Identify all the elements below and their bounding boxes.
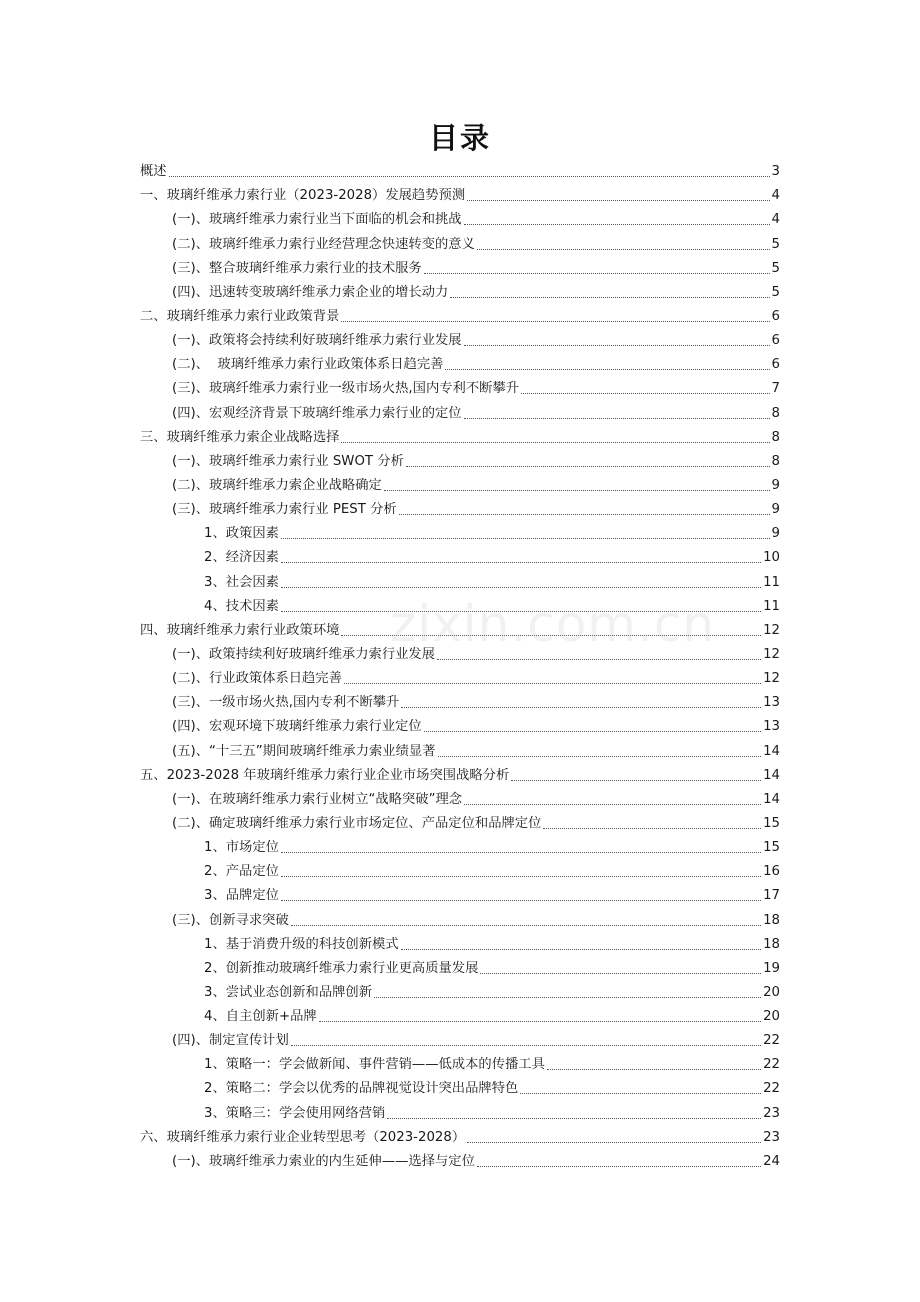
toc-entry[interactable]	[140, 834, 780, 858]
toc-leader-dots	[477, 249, 770, 250]
toc-entry-page-number: 15	[763, 840, 780, 856]
toc-leader-dots	[511, 780, 761, 781]
toc-leader-dots	[281, 587, 761, 588]
toc-leader-dots	[399, 514, 770, 515]
toc-entry-label: (二)、行业政策体系日趋完善	[172, 671, 342, 687]
toc-entry-page-number: 5	[771, 236, 780, 252]
toc-leader-dots	[477, 1166, 761, 1167]
toc-entry[interactable]	[140, 931, 780, 955]
toc-leader-dots	[319, 1021, 761, 1022]
toc-leader-dots	[464, 804, 761, 805]
toc-entry-label: 2、创新推动玻璃纤维承力索行业更高质量发展	[204, 960, 479, 976]
toc-entry-label: (一)、政策将会持续利好玻璃纤维承力索行业发展	[172, 333, 462, 349]
toc-entry-page-number: 22	[763, 1081, 780, 1097]
toc-leader-dots	[521, 393, 770, 394]
toc-leader-dots	[520, 1093, 761, 1094]
toc-entry-label: (四)、宏观环境下玻璃纤维承力索行业定位	[172, 719, 422, 735]
toc-entry-page-number: 14	[763, 791, 780, 807]
toc-leader-dots	[281, 562, 761, 563]
toc-leader-dots	[281, 538, 770, 539]
toc-entry[interactable]	[140, 858, 780, 882]
toc-entry-page-number: 6	[771, 357, 780, 373]
toc-entry-page-number: 7	[771, 381, 780, 397]
toc-entry-page-number: 15	[763, 815, 780, 831]
toc-leader-dots	[543, 828, 761, 829]
toc-entry-page-number: 17	[763, 888, 780, 904]
toc-entry[interactable]	[140, 1148, 780, 1172]
toc-leader-dots	[480, 973, 761, 974]
toc-entry-label: 2、策略二：学会以优秀的品牌视觉设计突出品牌特色	[204, 1081, 519, 1097]
toc-entry-label: 2、经济因素	[204, 550, 279, 566]
toc-entry-label: 1、市场定位	[204, 840, 279, 856]
toc-leader-dots	[406, 466, 770, 467]
toc-leader-dots	[450, 297, 769, 298]
toc-entry-page-number: 23	[763, 1129, 780, 1145]
toc-entry-label: (一)、玻璃纤维承力索业的内生延伸——选择与定位	[172, 1153, 475, 1169]
toc-entry-page-number: 8	[771, 429, 780, 445]
page-title: 目录	[428, 121, 491, 155]
toc-leader-dots	[169, 176, 770, 177]
toc-entry[interactable]	[140, 906, 780, 930]
toc-entry[interactable]	[140, 882, 780, 906]
toc-entry[interactable]	[140, 617, 780, 641]
toc-entry-label: (二)、玻璃纤维承力索企业战略确定	[172, 477, 382, 493]
toc-entry[interactable]	[140, 737, 780, 761]
toc-entry[interactable]	[140, 496, 780, 520]
toc-leader-dots	[341, 635, 761, 636]
toc-entry-label: (四)、制定宣传计划	[172, 1033, 289, 1049]
toc-leader-dots	[401, 949, 761, 950]
toc-leader-dots	[281, 876, 761, 877]
toc-leader-dots	[401, 707, 761, 708]
toc-entry[interactable]	[140, 1099, 780, 1123]
toc-entry[interactable]	[140, 375, 780, 399]
toc-leader-dots	[438, 756, 762, 757]
toc-entry-page-number: 5	[771, 260, 780, 276]
toc-leader-dots	[464, 224, 770, 225]
toc-leader-dots	[547, 1069, 761, 1070]
toc-leader-dots	[437, 659, 761, 660]
toc-entry[interactable]	[140, 520, 780, 544]
toc-leader-dots	[281, 900, 761, 901]
toc-entry-label: (三)、创新寻求突破	[172, 912, 289, 928]
table-of-contents	[140, 158, 780, 1172]
toc-entry-label: (四)、宏观经济背景下玻璃纤维承力索行业的定位	[172, 405, 462, 421]
toc-entry[interactable]	[140, 1075, 780, 1099]
toc-entry[interactable]	[140, 568, 780, 592]
toc-entry[interactable]	[140, 1124, 780, 1148]
toc-entry[interactable]	[140, 1051, 780, 1075]
toc-leader-dots	[291, 1045, 761, 1046]
toc-entry-label: 3、品牌定位	[204, 888, 279, 904]
toc-entry[interactable]	[140, 979, 780, 1003]
toc-entry[interactable]	[140, 448, 780, 472]
toc-entry-label: 3、尝试业态创新和品牌创新	[204, 984, 373, 1000]
toc-entry-label: 2、产品定位	[204, 864, 279, 880]
toc-entry-label: (三)、一级市场火热,国内专利不断攀升	[172, 695, 400, 711]
toc-entry[interactable]	[140, 544, 780, 568]
toc-entry-label: 4、自主创新+品牌	[204, 1009, 317, 1025]
toc-entry-page-number: 4	[771, 188, 780, 204]
toc-entry-label: 一、玻璃纤维承力索行业（2023-2028）发展趋势预测	[140, 188, 466, 204]
toc-leader-dots	[281, 611, 761, 612]
toc-entry-label: (二)、玻璃纤维承力索行业经营理念快速转变的意义	[172, 236, 475, 252]
toc-entry-page-number: 16	[763, 864, 780, 880]
toc-entry-label: 三、玻璃纤维承力索企业战略选择	[140, 429, 340, 445]
toc-entry-label: (五)、“十三五”期间玻璃纤维承力索业绩显著	[172, 743, 436, 759]
toc-entry[interactable]	[140, 399, 780, 423]
toc-entry-page-number: 11	[763, 598, 780, 614]
toc-entry-label: (二)、 玻璃纤维承力索行业政策体系日趋完善	[172, 357, 444, 373]
toc-entry-page-number: 20	[763, 984, 780, 1000]
toc-entry[interactable]	[140, 279, 780, 303]
toc-entry[interactable]	[140, 230, 780, 254]
toc-entry-page-number: 3	[771, 164, 780, 180]
toc-entry-label: 3、策略三：学会使用网络营销	[204, 1105, 386, 1121]
toc-entry-label: (三)、玻璃纤维承力索行业一级市场火热,国内专利不断攀升	[172, 381, 520, 397]
toc-entry[interactable]	[140, 1027, 780, 1051]
toc-entry-label: 1、策略一：学会做新闻、事件营销——低成本的传播工具	[204, 1057, 545, 1073]
toc-entry-label: (二)、确定玻璃纤维承力索行业市场定位、产品定位和品牌定位	[172, 815, 542, 831]
watermark: zixin.com.cn	[390, 595, 716, 653]
toc-entry[interactable]	[140, 762, 780, 786]
toc-leader-dots	[467, 1142, 761, 1143]
toc-entry-label: 1、政策因素	[204, 526, 279, 542]
toc-entry-label: (三)、玻璃纤维承力索行业 PEST 分析	[172, 502, 397, 518]
toc-entry-label: (一)、玻璃纤维承力索行业 SWOT 分析	[172, 453, 404, 469]
toc-entry-page-number: 6	[771, 333, 780, 349]
toc-entry-page-number: 19	[763, 960, 780, 976]
toc-leader-dots	[291, 925, 761, 926]
toc-leader-dots	[341, 321, 769, 322]
toc-entry-page-number: 13	[763, 719, 780, 735]
toc-entry-page-number: 9	[771, 526, 780, 542]
toc-entry[interactable]	[140, 327, 780, 351]
toc-entry-page-number: 23	[763, 1105, 780, 1121]
toc-entry-page-number: 12	[763, 646, 780, 662]
toc-entry[interactable]	[140, 182, 780, 206]
toc-entry-page-number: 9	[771, 477, 780, 493]
toc-entry-page-number: 8	[771, 453, 780, 469]
toc-entry-page-number: 22	[763, 1033, 780, 1049]
toc-entry-page-number: 8	[771, 405, 780, 421]
toc-entry-page-number: 22	[763, 1057, 780, 1073]
toc-entry-page-number: 10	[763, 550, 780, 566]
toc-entry-page-number: 5	[771, 284, 780, 300]
toc-entry[interactable]	[140, 206, 780, 230]
toc-leader-dots	[384, 490, 770, 491]
toc-entry-page-number: 4	[771, 212, 780, 228]
toc-leader-dots	[424, 731, 761, 732]
toc-entry-label: (三)、整合玻璃纤维承力索行业的技术服务	[172, 260, 422, 276]
toc-entry-page-number: 14	[763, 743, 780, 759]
toc-entry-label: 1、基于消费升级的科技创新模式	[204, 936, 399, 952]
toc-entry-page-number: 18	[763, 912, 780, 928]
toc-leader-dots	[445, 369, 769, 370]
toc-entry[interactable]	[140, 786, 780, 810]
toc-leader-dots	[281, 852, 761, 853]
toc-entry-page-number: 20	[763, 1009, 780, 1025]
toc-entry-page-number: 6	[771, 308, 780, 324]
toc-entry-page-number: 24	[763, 1153, 780, 1169]
toc-leader-dots	[374, 997, 761, 998]
toc-leader-dots	[467, 200, 769, 201]
toc-entry[interactable]	[140, 713, 780, 737]
toc-entry-label: 五、2023-2028 年玻璃纤维承力索行业企业市场突围战略分析	[140, 767, 510, 783]
toc-entry-label: 二、玻璃纤维承力索行业政策背景	[140, 308, 340, 324]
toc-entry-page-number: 9	[771, 502, 780, 518]
toc-entry[interactable]	[140, 641, 780, 665]
toc-entry-label: (一)、玻璃纤维承力索行业当下面临的机会和挑战	[172, 212, 462, 228]
toc-entry[interactable]	[140, 955, 780, 979]
toc-entry-label: (四)、迅速转变玻璃纤维承力索企业的增长动力	[172, 284, 449, 300]
toc-entry-label: 4、技术因素	[204, 598, 279, 614]
toc-entry[interactable]	[140, 424, 780, 448]
toc-entry[interactable]	[140, 303, 780, 327]
toc-entry[interactable]	[140, 255, 780, 279]
toc-entry-page-number: 12	[763, 622, 780, 638]
toc-entry[interactable]	[140, 810, 780, 834]
toc-leader-dots	[424, 273, 770, 274]
toc-entry[interactable]	[140, 665, 780, 689]
toc-entry-label: 概述	[140, 164, 167, 180]
toc-entry-label: 四、玻璃纤维承力索行业政策环境	[140, 622, 340, 638]
toc-leader-dots	[464, 345, 770, 346]
toc-entry-label: (一)、在玻璃纤维承力索行业树立“战略突破”理念	[172, 791, 463, 807]
toc-entry-page-number: 14	[763, 767, 780, 783]
toc-leader-dots	[344, 683, 761, 684]
toc-leader-dots	[387, 1118, 761, 1119]
toc-entry-label: (一)、政策持续利好玻璃纤维承力索行业发展	[172, 646, 436, 662]
toc-entry[interactable]	[140, 472, 780, 496]
toc-entry-label: 3、社会因素	[204, 574, 279, 590]
toc-entry-page-number: 18	[763, 936, 780, 952]
toc-entry-page-number: 13	[763, 695, 780, 711]
toc-entry-page-number: 11	[763, 574, 780, 590]
toc-entry[interactable]	[140, 1003, 780, 1027]
toc-entry-page-number: 12	[763, 671, 780, 687]
toc-entry[interactable]	[140, 158, 780, 182]
toc-entry[interactable]	[140, 593, 780, 617]
toc-entry[interactable]	[140, 689, 780, 713]
toc-entry-label: 六、玻璃纤维承力索行业企业转型思考（2023-2028）	[140, 1129, 466, 1145]
toc-entry[interactable]	[140, 351, 780, 375]
toc-leader-dots	[341, 442, 769, 443]
toc-leader-dots	[464, 418, 770, 419]
